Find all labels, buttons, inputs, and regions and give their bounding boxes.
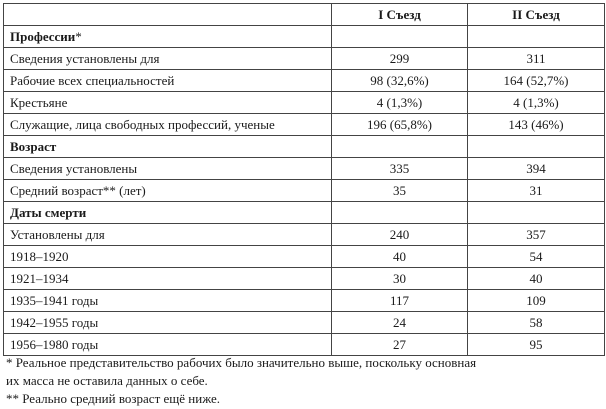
- first-congress-value: 196 (65,8%): [332, 114, 468, 136]
- second-congress-value: 4 (1,3%): [468, 92, 605, 114]
- table-body: [4, 26, 605, 356]
- header-empty-cell: [4, 4, 332, 26]
- table-header-row: [4, 4, 605, 26]
- empty-cell: [332, 202, 468, 224]
- empty-cell: [332, 26, 468, 48]
- footnotes: [6, 354, 602, 408]
- row-label: Средний возраст** (лет): [4, 180, 332, 202]
- table-row: [4, 48, 605, 70]
- second-congress-value: 31: [468, 180, 605, 202]
- empty-cell: [468, 202, 605, 224]
- second-congress-value: 58: [468, 312, 605, 334]
- second-congress-value: 54: [468, 246, 605, 268]
- section-label: Возраст: [10, 139, 57, 154]
- first-congress-value: 299: [332, 48, 468, 70]
- section-label: Даты смерти: [10, 205, 87, 220]
- second-congress-value: 357: [468, 224, 605, 246]
- empty-cell: [332, 136, 468, 158]
- section-row: [4, 202, 605, 224]
- table-row: [4, 334, 605, 356]
- first-congress-value: 35: [332, 180, 468, 202]
- second-congress-value: 311: [468, 48, 605, 70]
- table-row: [4, 268, 605, 290]
- second-congress-value: 143 (46%): [468, 114, 605, 136]
- row-label: Служащие, лица свободных профессий, ученые: [4, 114, 332, 136]
- second-congress-value: 40: [468, 268, 605, 290]
- row-label: Крестьяне: [4, 92, 332, 114]
- section-heading: [4, 26, 332, 48]
- row-label: 1921–1934: [4, 268, 332, 290]
- table-row: [4, 70, 605, 92]
- second-congress-value: 109: [468, 290, 605, 312]
- second-congress-value: 394: [468, 158, 605, 180]
- first-congress-value: 98 (32,6%): [332, 70, 468, 92]
- first-congress-value: 27: [332, 334, 468, 356]
- table-row: [4, 290, 605, 312]
- table-row: [4, 246, 605, 268]
- first-congress-value: 30: [332, 268, 468, 290]
- table-row: [4, 224, 605, 246]
- row-label: Сведения установлены: [4, 158, 332, 180]
- header-first-congress: I Съезд: [332, 4, 468, 26]
- row-label: 1918–1920: [4, 246, 332, 268]
- section-row: [4, 26, 605, 48]
- first-congress-value: 117: [332, 290, 468, 312]
- first-congress-value: 4 (1,3%): [332, 92, 468, 114]
- row-label: Установлены для: [4, 224, 332, 246]
- empty-cell: [468, 26, 605, 48]
- row-label: 1942–1955 годы: [4, 312, 332, 334]
- table-row: [4, 312, 605, 334]
- row-label: 1935–1941 годы: [4, 290, 332, 312]
- first-congress-value: 335: [332, 158, 468, 180]
- section-label: Профессии: [10, 29, 76, 44]
- section-heading: [4, 136, 332, 158]
- footnote-line: ** Реально средний возраст ещё ниже.: [6, 391, 221, 406]
- header-second-congress: II Съезд: [468, 4, 605, 26]
- row-label: Рабочие всех специальностей: [4, 70, 332, 92]
- row-label: Сведения установлены для: [4, 48, 332, 70]
- row-label: 1956–1980 годы: [4, 334, 332, 356]
- footnote-line: их масса не оставила данных о себе.: [6, 373, 208, 388]
- footnote-mark: *: [75, 29, 82, 44]
- table-row: [4, 158, 605, 180]
- footnote-line: * Реальное представительство рабочих было значительно выше, поскольку основная: [6, 355, 477, 370]
- section-row: [4, 136, 605, 158]
- table-row: [4, 114, 605, 136]
- congress-statistics-table: [3, 3, 605, 356]
- second-congress-value: 164 (52,7%): [468, 70, 605, 92]
- first-congress-value: 24: [332, 312, 468, 334]
- table-row: [4, 180, 605, 202]
- second-congress-value: 95: [468, 334, 605, 356]
- table-row: [4, 92, 605, 114]
- section-heading: [4, 202, 332, 224]
- first-congress-value: 240: [332, 224, 468, 246]
- first-congress-value: 40: [332, 246, 468, 268]
- empty-cell: [468, 136, 605, 158]
